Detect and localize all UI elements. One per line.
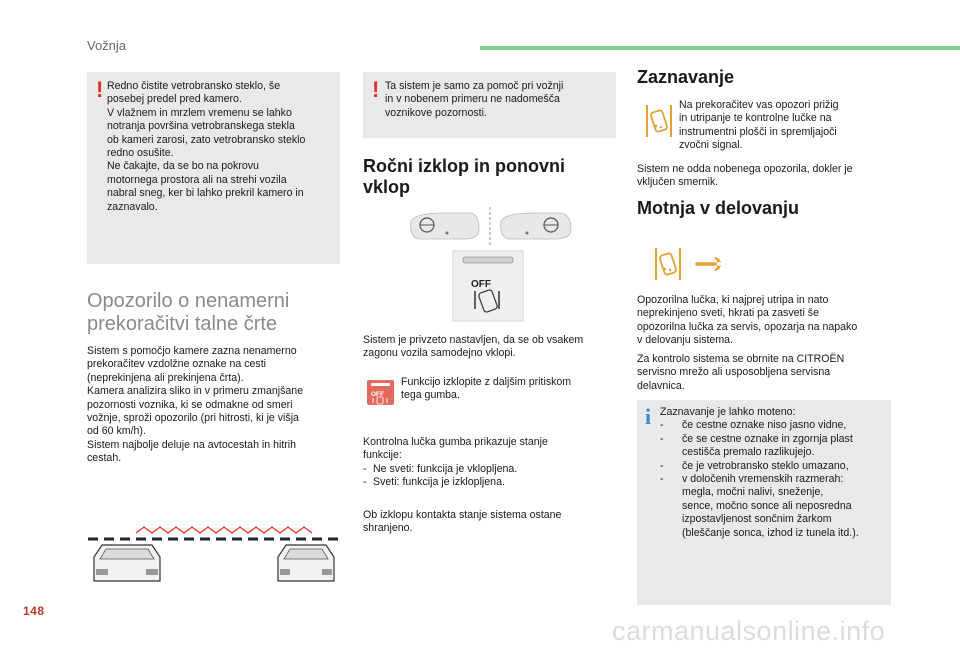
- warning-text-left: Redno čistite vetrobransko steklo, še posebej predel pred kamero. V vlažnem in mrzlem vremenu se lahko notranja površina vetrobranskega stekla ob kameri zarosi, zato vetrobransko steklo redno osušite. Ne čakajte, da se bo na pokrovu motornega prostora ali na strehi vozila nabral sneg, ker bi lahko prekril kamero in zaznavalo.: [107, 80, 306, 213]
- page-number: 148: [23, 604, 45, 618]
- lane-warning-lamp-icon: [653, 246, 683, 282]
- malfunction-text: Opozorilna lučka, ki najprej utripa in nato neprekinjeno sveti, hkrati pa zasveti še opozorilna lučka za servis, opozarja na napako v delovanju sistema.: [637, 294, 858, 347]
- off-button-icon: [367, 380, 394, 405]
- malfunction-title: Motnja v delovanju: [637, 198, 800, 218]
- list-item: - če se cestne oznake in zgornja plast cestišča premalo razlikujejo.: [660, 432, 853, 459]
- wrench-icon: [693, 252, 725, 276]
- list-item: - če cestne oznake niso jasno vidne,: [660, 419, 847, 432]
- detection-text: Na prekoračitev vas opozori prižig in utripanje te kontrolne lučke na instrumentni plošči in spremljajoči zvočni signal.: [679, 99, 839, 152]
- info-box-text: Zaznavanje je lahko moteno: - če cestne oznake niso jasno vidne, - če se cestne oznake in zgornja plast cestišča premalo razlikujejo. - če je vetrobransko steklo umazano, - v določenih vremenskih razmerah: megla, močni nalivi, sneženje, sence, močno sonce ali neposredna izpostavljenost sončnim žarkom (bleščanje sonca, izhod iz tunela itd.).: [660, 406, 888, 540]
- header-accent-bar: [480, 46, 960, 50]
- lane-departure-description: Sistem s pomočjo kamere zazna nenamerno prekoračitev vzdolžne oznake na cesti (neprekinjena ali prekinjena črta). Kamera analizira sliko in v primeru zmanjšane pozornosti voznika, ki se odmakne od smeri vožnje, sproži opozorilo (pri hitrosti, ki je višja od 60 km/h). Sistem najbolje deluje na avtocestah in hitrih cestah.: [87, 345, 304, 465]
- indicator-state-text: Kontrolna lučka gumba prikazuje stanje funkcije: - Ne sveti: funkcija je vklopljena. - Sveti: funkcija je izklopljena.: [363, 436, 613, 490]
- lane-warning-lamp-icon: [644, 103, 674, 139]
- lane-crossing-illustration: [88, 515, 340, 585]
- list-item: - Sveti: funkcija je izklopljena.: [363, 476, 505, 489]
- info-icon: i: [645, 404, 652, 429]
- memory-state-text: Ob izklopu kontakta stanje sistema ostane shranjeno.: [363, 509, 562, 535]
- warning-box-left: [87, 72, 340, 264]
- default-state-text: Sistem je privzeto nastavljen, da se ob vsakem zagonu vozila samodejno vklopi.: [363, 334, 584, 360]
- warning-exclamation-icon: !: [372, 77, 380, 102]
- warning-box-middle: [363, 72, 616, 138]
- dashboard-button-illustration: [405, 205, 577, 325]
- service-text: Za kontrolo sistema se obrnite na CITROËN servisno mrežo ali usposobljena servisna delavnica.: [637, 353, 845, 392]
- turn-signal-note: Sistem ne odda nobenega opozorila, dokler je vključen smernik.: [637, 163, 853, 189]
- detection-title: Zaznavanje: [637, 67, 735, 87]
- warning-text-middle: Ta sistem je samo za pomoč pri vožnji in v nobenem primeru ne nadomešča voznikove pozornosti.: [385, 80, 564, 119]
- list-item: - v določenih vremenskih razmerah: megla, močni nalivi, sneženje, sence, močno sonce ali neposredna izpostavljenost sončnim žarkom (bleščanje sonca, izhod iz tunela itd.).: [660, 473, 859, 539]
- lane-departure-title: Opozorilo o nenamerni prekoračitvi talne črte: [87, 290, 290, 335]
- info-box-right: [637, 400, 891, 605]
- warning-exclamation-icon: !: [96, 77, 104, 102]
- svg-text:OFF: OFF: [471, 279, 491, 290]
- manual-toggle-title: Ročni izklop in ponovni vklop: [363, 156, 565, 197]
- list-item: - Ne sveti: funkcija je vklopljena.: [363, 462, 518, 475]
- watermark: carmanualsonline.info: [612, 616, 886, 646]
- svg-text:OFF: OFF: [371, 391, 384, 398]
- section-title: Vožnja: [87, 38, 127, 53]
- button-instruction-text: Funkcijo izklopite z daljšim pritiskom tega gumba.: [401, 376, 572, 402]
- list-item: - če je vetrobransko steklo umazano,: [660, 459, 849, 472]
